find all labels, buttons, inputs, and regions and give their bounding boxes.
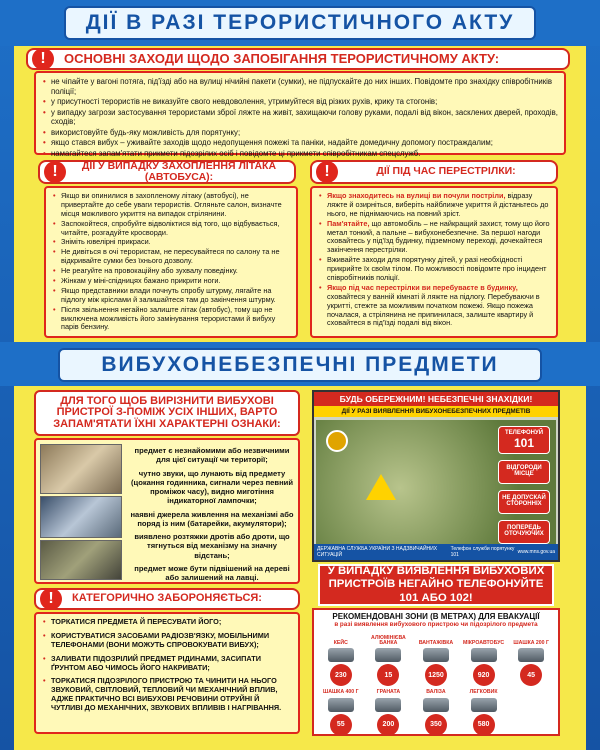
list-item: • Якщо під час перестрілки ви перебуваєте в будинку, сховайтеся у ванній кімнаті й ляжте на підлогу. Перебуваючи в укритті, стежте за можливим початком пожежі. Якщо пожежа почалася, а стрілянина не припинилася, залиште квартиру й сховайтеся в під'їзді подалі від вікон. xyxy=(318,284,550,328)
zone-label: АЛЮМІНІЄВА БАНКА xyxy=(371,635,406,647)
zone-distance: 200 xyxy=(377,714,399,736)
exclamation-icon: ! xyxy=(40,588,62,610)
list-item: • Якщо ви опинилися в захопленому літаку (автобусі), не привертайте до себе уваги терористів. Огляньте салон, визначте місця можливого укриття на випадок стрілянини. xyxy=(52,192,290,219)
list-item: • ТОРКАТИСЯ ПРЕДМЕТА Й ПЕРЕСУВАТИ ЙОГО; xyxy=(42,618,292,627)
zone-label: МІКРОАВТОБУС xyxy=(463,640,505,647)
list-item: • Заспокойтеся, спробуйте відволіктися від того, що відбувається, читайте, розгадуйте кросворди. xyxy=(52,220,290,238)
zone-object-icon xyxy=(423,698,449,712)
warning-footer: ДЕРЖАВНА СЛУЖБА УКРАЇНИ З НАДЗВИЧАЙНИХ СИТУАЦІЙ Телефон служби порятунку 101 www.mns.gov.ua xyxy=(314,544,558,560)
list-item: • Не дивіться в очі терористам, не пересувайтеся по салону та не відкривайте сумки без їхнього дозволу. xyxy=(52,248,290,266)
zone-label: ШАШКА 400 Г xyxy=(323,689,359,696)
exclamation-icon: ! xyxy=(32,48,54,70)
hijack-list xyxy=(44,186,298,338)
section-heading-distinguish: ДЛЯ ТОГО ЩОБ ВИРІЗНИТИ ВИБУХОВІ ПРИСТРОЇ З-ПОМІЖ УСІХ ІНШИХ, ВАРТО ЗАПАМ'ЯТАТИ ЇХНІ ХАРАКТЕРНІ ОЗНАКИ: xyxy=(34,390,300,436)
step-warn: ПОПЕРЕДЬ ОТОЧУЮЧИХ xyxy=(498,520,550,544)
zone-distance: 230 xyxy=(330,664,352,686)
zone-distance: 580 xyxy=(473,714,495,736)
list-item: • Не реагуйте на провокаційну або зухвалу поведінку. xyxy=(52,267,290,276)
list-item: • у присутності терористів не виказуйте свого невдоволення, утримуйтеся від різких рухів, крику та стогонів; xyxy=(42,97,558,107)
zone-item xyxy=(366,636,412,688)
list-item: • Жінкам у міні-спідницях бажано прикрити ноги. xyxy=(52,277,290,286)
explosive-title: ВИБУХОНЕБЕЗПЕЧНІ ПРЕДМЕТИ xyxy=(58,348,542,382)
zone-object-icon xyxy=(423,648,449,662)
zone-item xyxy=(461,690,507,737)
zone-label: ГРАНАТА xyxy=(376,689,401,696)
zone-object-icon xyxy=(375,698,401,712)
hazard-icon xyxy=(366,474,396,500)
zone-object-icon xyxy=(518,648,544,662)
evacuation-zones xyxy=(312,608,560,736)
section-heading-prevention: ! ОСНОВНІ ЗАХОДИ ЩОДО ЗАПОБІГАННЯ ТЕРОРИСТИЧНОМУ АКТУ: xyxy=(26,48,570,70)
zone-object-icon xyxy=(471,648,497,662)
list-item: • КОРИСТУВАТИСЯ ЗАСОБАМИ РАДІОЗВ'ЯЗКУ, МОБІЛЬНИМИ ТЕЛЕФОНАМИ (ВОНИ МОЖУТЬ СПРОВОКУВАТИ ВИБУХ); xyxy=(42,632,292,650)
list-item: виявлено розтяжки дротів або дроти, що тягнуться від механізму на значну відстань; xyxy=(134,532,290,560)
phone-badge: ТЕЛЕФОНУЙ 101 xyxy=(498,426,550,454)
call-emergency-callout: У ВИПАДКУ ВИЯВЛЕННЯ ВИБУХОВИХ ПРИСТРОЇВ НЕГАЙНО ТЕЛЕФОНУЙТЕ 101 АБО 102! xyxy=(318,564,554,606)
zone-label: ВАЛІЗА xyxy=(426,689,446,696)
list-item: • Зніміть ювелірні прикраси. xyxy=(52,238,290,247)
zone-distance: 350 xyxy=(425,714,447,736)
page-title: ДІЇ В РАЗІ ТЕРОРИСТИЧНОГО АКТУ xyxy=(64,6,536,40)
list-item: • Після звільнення негайно залиште літак (автобус), тому що не виключена можливість його замінування терористами й вибуху парів бензину. xyxy=(52,306,290,333)
list-item: • намагайтеся запам'ятати прикмети підозрілих осіб і повідомте ці прикмети співробітникам спецслужб. xyxy=(42,149,558,159)
zone-item xyxy=(318,636,364,688)
zones-subheading: в разі виявлення вибухового пристрою чи підозрілого предмета xyxy=(334,621,538,628)
section-heading-hijack: ! ДІЇ У ВИПАДКУ ЗАХОПЛЕННЯ ЛІТАКА (АВТОБУСА): xyxy=(38,160,296,184)
warning-scene xyxy=(316,420,556,544)
list-item: • якщо стався вибух – уживайте заходів щодо недопущення пожежі та паніки, надайте домедичну допомогу постраждалим; xyxy=(42,138,558,148)
list-item: • ЗАЛИВАТИ ПІДОЗРІЛИЙ ПРЕДМЕТ РІДИНАМИ, ЗАСИПАТИ ҐРУНТОМ АБО ЧИМОСЬ ЙОГО НАКРИВАТИ; xyxy=(42,655,292,673)
exclamation-icon: ! xyxy=(316,161,338,183)
prevention-list xyxy=(34,71,566,158)
zone-distance: 55 xyxy=(330,714,352,736)
warning-poster xyxy=(312,390,560,562)
list-item: наявні джерела живлення на механізмі або поряд із ним (батарейки, акумулятори); xyxy=(130,509,294,528)
list-item: чутно звуки, що лунають від предмету (цокання годинника, сигнали через певний проміжок часу), видно миготіння індикаторної лампочки; xyxy=(131,468,293,506)
list-item: • Вживайте заходи для порятунку дітей, у разі необхідності прикрийте їх своїм тілом. По можливості повідомте про інцидент співробітників поліції. xyxy=(318,256,550,283)
zone-object-icon xyxy=(328,648,354,662)
zone-object-icon xyxy=(375,648,401,662)
list-item: • ТОРКАТИСЯ ПІДОЗРІЛОГО ПРИСТРОЮ ТА ЧИНИТИ НА НЬОГО ЗВУКОВИЙ, СВІТЛОВИЙ, ТЕПЛОВИЙ ЧИ МЕХАНІЧНИЙ ВПЛИВ, АДЖЕ ПРАКТИЧНО ВСІ ВИБУХОВІ РЕЧОВИНИ ОТРУЙНІ Й ЧУТЛИВІ ДО МЕХАНІЧНИХ, ЗВУКОВИХ ВПЛИВІВ І НАГРІВАННЯ. xyxy=(42,677,292,713)
zones-heading: РЕКОМЕНДОВАНІ ЗОНИ (В МЕТРАХ) ДЛЯ ЕВАКУАЦІЇ xyxy=(332,612,540,621)
list-item: • використовуйте будь-яку можливість для порятунку; xyxy=(42,128,558,138)
section-heading-shooting: ! ДІЇ ПІД ЧАС ПЕРЕСТРІЛКИ: xyxy=(310,160,558,184)
list-item: • не чіпайте у вагоні потяга, під'їзді або на вулиці нічийні пакети (сумки), не підпускайте до них інших. Повідомте про знахідку співробітників поліції; xyxy=(42,77,558,96)
zone-distance: 1250 xyxy=(425,664,447,686)
bag-photo xyxy=(40,444,122,494)
section-heading-forbidden: ! КАТЕГОРИЧНО ЗАБОРОНЯЄТЬСЯ: xyxy=(34,588,300,610)
zone-item xyxy=(461,636,507,688)
device-photo xyxy=(40,496,122,538)
zone-object-icon xyxy=(471,698,497,712)
step-fence: ВІДГОРОДИ МІСЦЕ xyxy=(498,460,550,484)
zone-distance: 15 xyxy=(377,664,399,686)
emergency-service-icon xyxy=(326,430,348,452)
zone-object-icon xyxy=(328,698,354,712)
shooting-list xyxy=(310,186,558,338)
exclamation-icon: ! xyxy=(44,161,66,183)
distinguish-panel xyxy=(34,438,300,584)
list-item: • Якщо представники влади почнуть спробу штурму, лягайте на підлогу між кріслами й залишайтеся там до закінчення штурму. xyxy=(52,287,290,305)
zone-item xyxy=(318,690,364,737)
zone-item xyxy=(508,636,554,688)
warning-subheader: ДІЇ У РАЗІ ВИЯВЛЕННЯ ВИБУХОНЕБЕЗПЕЧНИХ ПРЕДМЕТІВ xyxy=(314,406,558,417)
list-item: предмет може бути підвішений на дереві або залишений на лавці. xyxy=(134,563,290,582)
zone-item xyxy=(413,636,459,688)
zone-label: КЕЙС xyxy=(333,640,348,647)
list-item: • Пам'ятайте, що автомобіль – не найкращий захист, тому що його метал тонкий, а пальне – вибухонебезпечне. За першої нагоди сховайтесь у під'їзд будинку, підземному переході, дочекайтеся закінчення перестрілки. xyxy=(318,220,550,256)
list-item: • у випадку загрози застосування терористами зброї ляжте на живіт, захищаючи голову руками, подалі від вікон, засклених дверей, проходів, сходів; xyxy=(42,108,558,127)
wire-photo xyxy=(40,540,122,580)
step-keep-away: НЕ ДОПУСКАЙ СТОРОННІХ xyxy=(498,490,550,514)
zone-label: ВАНТАЖІВКА xyxy=(418,640,454,647)
zones-grid xyxy=(318,636,554,730)
forbidden-list xyxy=(34,612,300,734)
zone-label: ШАШКА 200 Г xyxy=(513,640,549,647)
zone-distance: 920 xyxy=(473,664,495,686)
warning-header: БУДЬ ОБЕРЕЖНИМ! НЕБЕЗПЕЧНІ ЗНАХІДКИ! xyxy=(314,392,558,406)
list-item: • Якщо знаходитесь на вулиці ви почули постріли, відразу ляжте й озирніться, виберіть найближче укриття й дістаньтесь до нього, не піднімаючись на повний зріст. xyxy=(318,192,550,219)
zone-distance: 45 xyxy=(520,664,542,686)
zone-item xyxy=(413,690,459,737)
list-item: предмет є незнайомими або незвичними для цієї ситуації чи території; xyxy=(134,446,290,465)
zone-item xyxy=(366,690,412,737)
zone-label: ЛЕГКОВИК xyxy=(469,689,498,696)
